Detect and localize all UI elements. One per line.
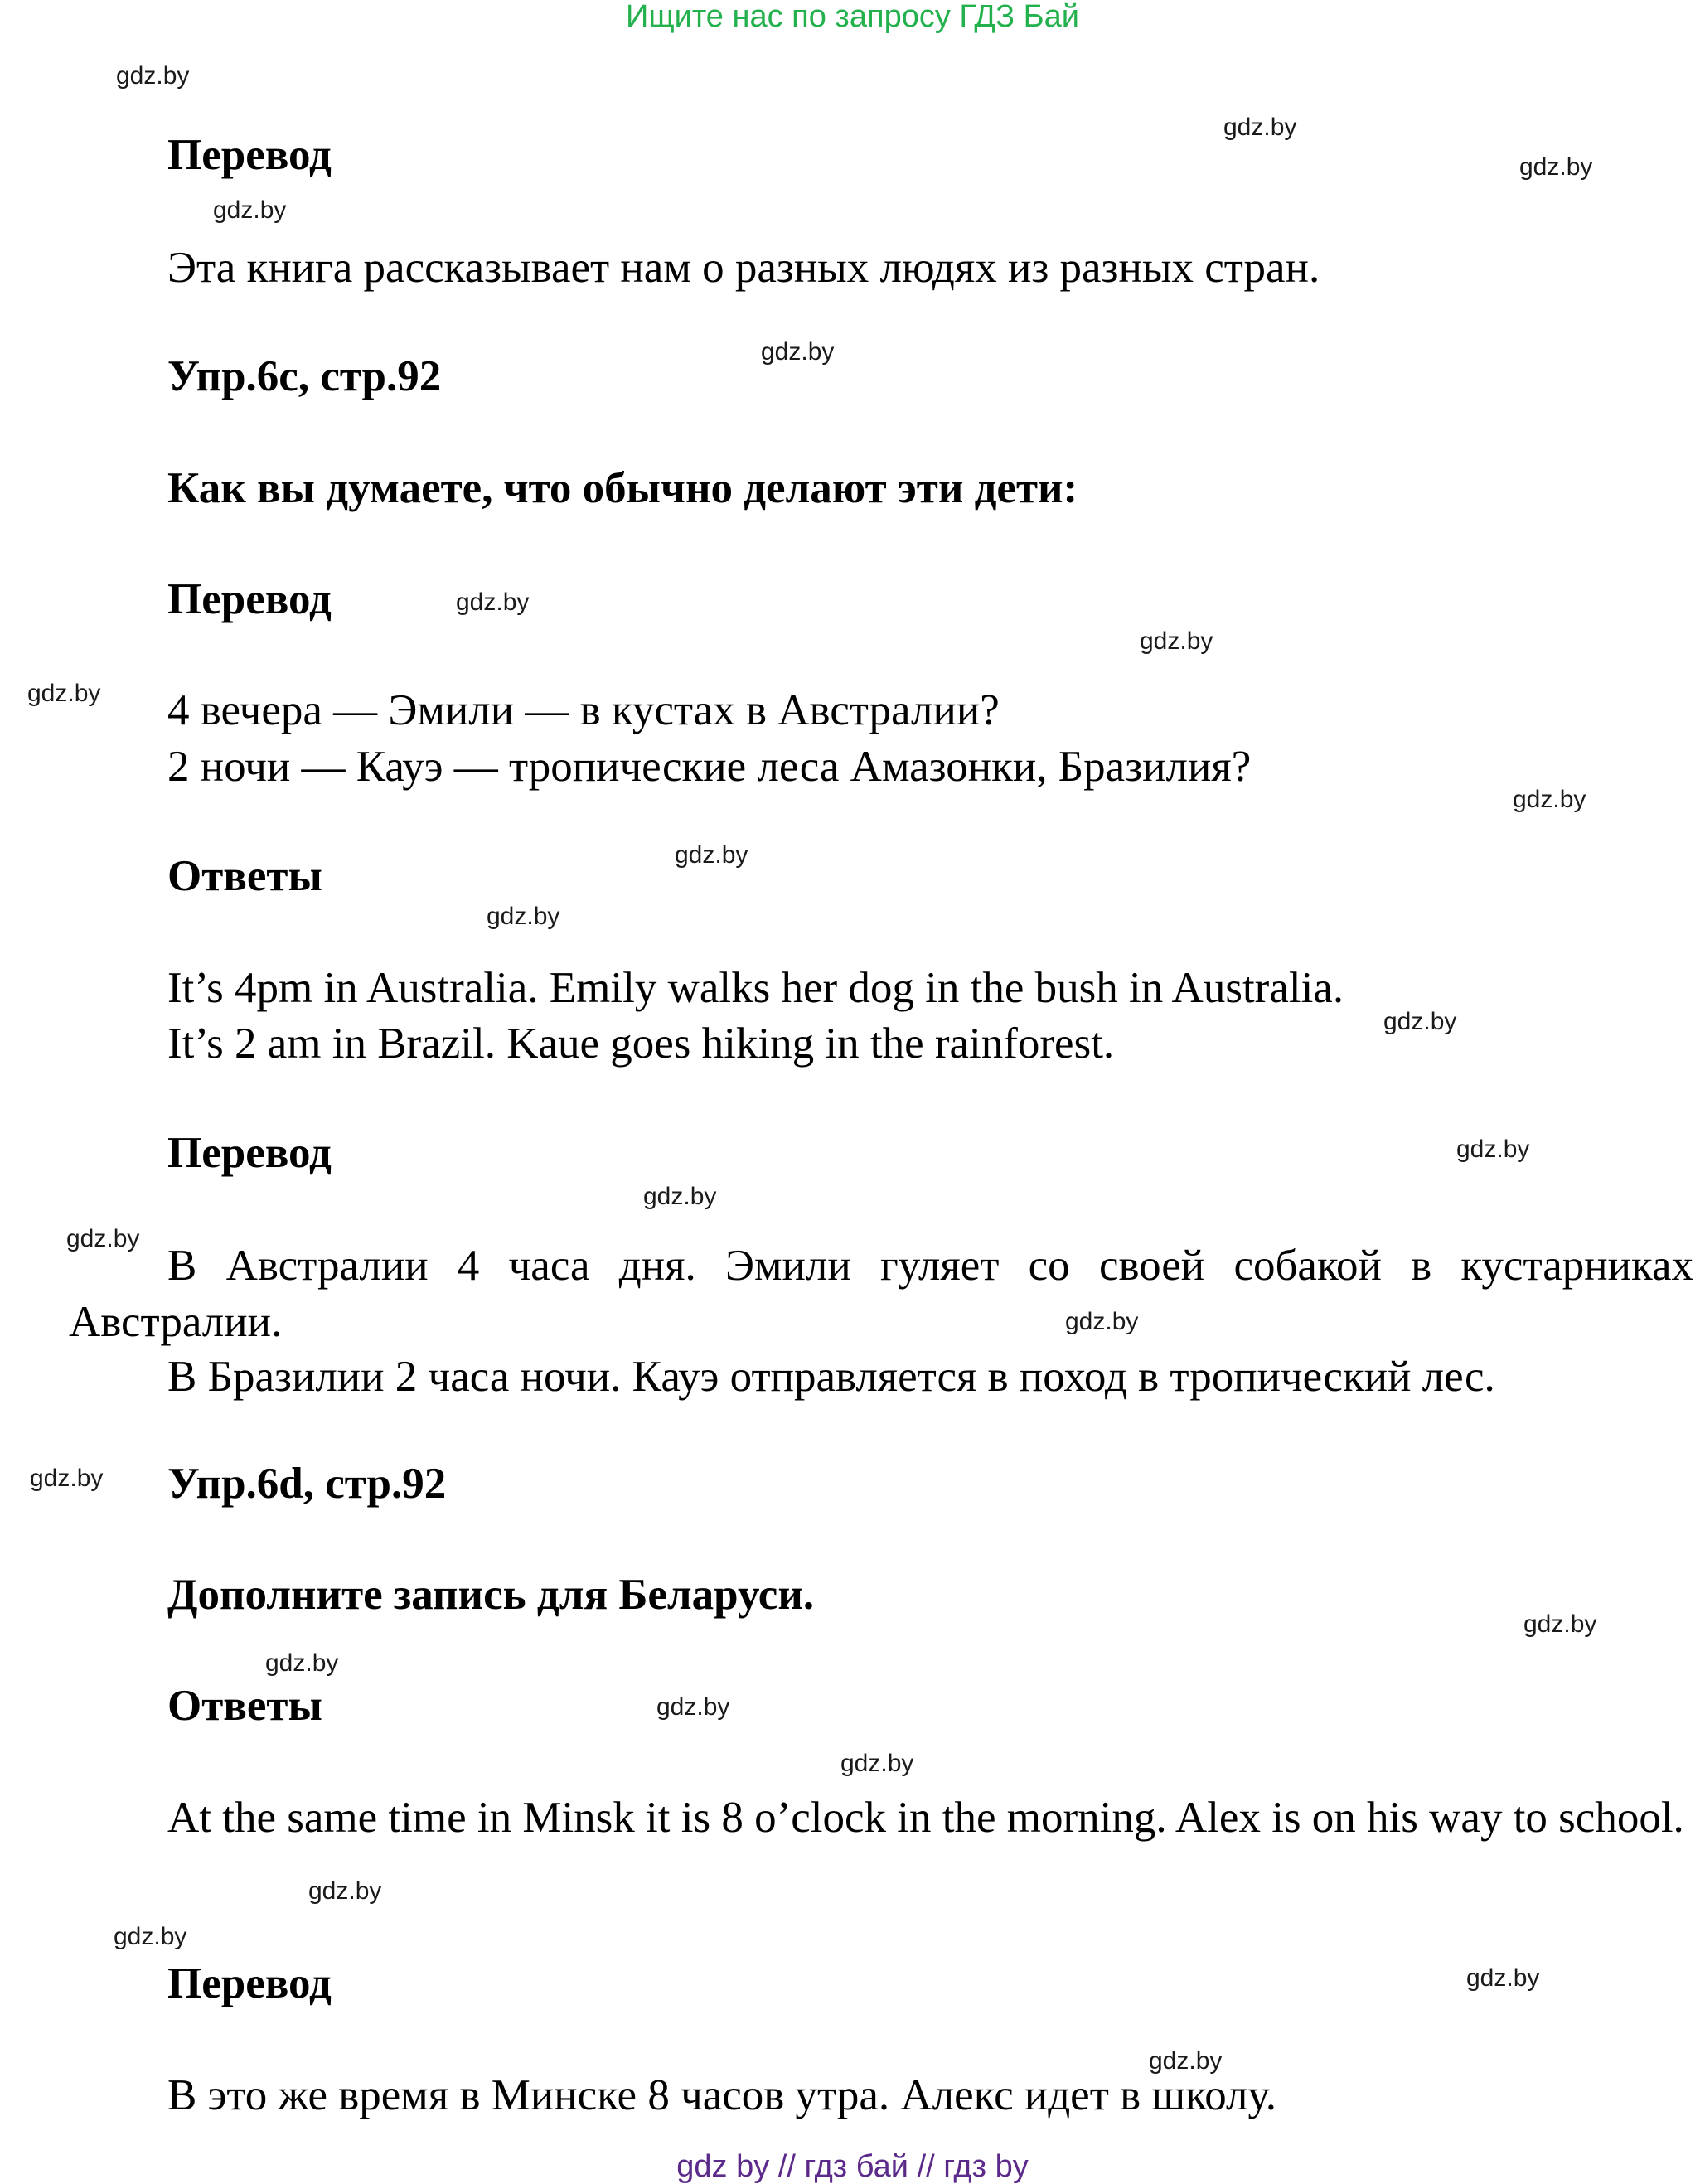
watermark: gdz.by (675, 841, 748, 869)
watermark: gdz.by (761, 338, 835, 366)
watermark: gdz.by (1466, 1964, 1540, 1992)
watermark: gdz.by (66, 1225, 140, 1252)
task-text: Как вы думаете, что обычно делают эти дети: (167, 464, 1078, 512)
translation-line: В Бразилии 2 часа ночи. Кауэ отправляется в поход в тропический лес. (167, 1353, 1495, 1401)
watermark: gdz.by (1523, 1610, 1597, 1638)
watermark: gdz.by (1513, 786, 1586, 813)
translation-line: В это же время в Минске 8 часов утра. Алекс идет в школу. (167, 2071, 1276, 2119)
section-heading: Перевод (167, 575, 332, 623)
footer-links: gdz by // гдз бай // гдз by (676, 2149, 1029, 2184)
watermark: gdz.by (1140, 627, 1213, 655)
section-heading: Перевод (167, 1959, 332, 2007)
watermark: gdz.by (1519, 153, 1593, 181)
exercise-heading: Упр.6c, стр.92 (167, 352, 442, 400)
watermark: gdz.by (1456, 1136, 1530, 1163)
exercise-heading: Упр.6d, стр.92 (167, 1460, 447, 1508)
watermark: gdz.by (114, 1923, 187, 1950)
watermark: gdz.by (1065, 1308, 1139, 1335)
section-heading: Перевод (167, 131, 332, 179)
section-heading: Ответы (167, 852, 322, 900)
answer-line: It’s 2 am in Brazil. Kaue goes hiking in the rainforest. (167, 1019, 1115, 1068)
translation-line: 4 вечера — Эмили — в кустах в Австралии? (167, 686, 1000, 734)
top-banner: Ищите нас по запросу ГДЗ Бай (626, 0, 1079, 34)
watermark: gdz.by (308, 1877, 382, 1905)
translation-line: 2 ночи — Кауэ — тропические леса Амазонки, Бразилия? (167, 743, 1252, 791)
watermark: gdz.by (643, 1183, 717, 1210)
watermark: gdz.by (656, 1693, 730, 1721)
watermark: gdz.by (265, 1649, 339, 1677)
watermark: gdz.by (1383, 1008, 1457, 1035)
answer-line: It’s 4pm in Australia. Emily walks her dog in the bush in Australia. (167, 964, 1344, 1012)
translation-text: Эта книга рассказывает нам о разных людях из разных стран. (167, 244, 1320, 292)
watermark: gdz.by (213, 196, 287, 224)
task-text: Дополните запись для Беларуси. (167, 1571, 815, 1619)
watermark: gdz.by (30, 1465, 104, 1492)
section-heading: Ответы (167, 1682, 322, 1730)
translation-paragraph: В Австралии 4 часа дня. Эмили гуляет со своей собакой в кустарниках Австралии. (69, 1242, 1693, 1346)
watermark: gdz.by (1223, 114, 1297, 141)
watermark: gdz.by (27, 680, 101, 707)
watermark: gdz.by (456, 588, 530, 616)
watermark: gdz.by (487, 903, 560, 930)
watermark: gdz.by (1149, 2047, 1223, 2075)
watermark: gdz.by (116, 62, 190, 90)
section-heading: Перевод (167, 1129, 332, 1177)
watermark: gdz.by (840, 1750, 914, 1777)
answer-paragraph: At the same time in Minsk it is 8 o’clock in the morning. Alex is on his way to school. (167, 1794, 1684, 1842)
